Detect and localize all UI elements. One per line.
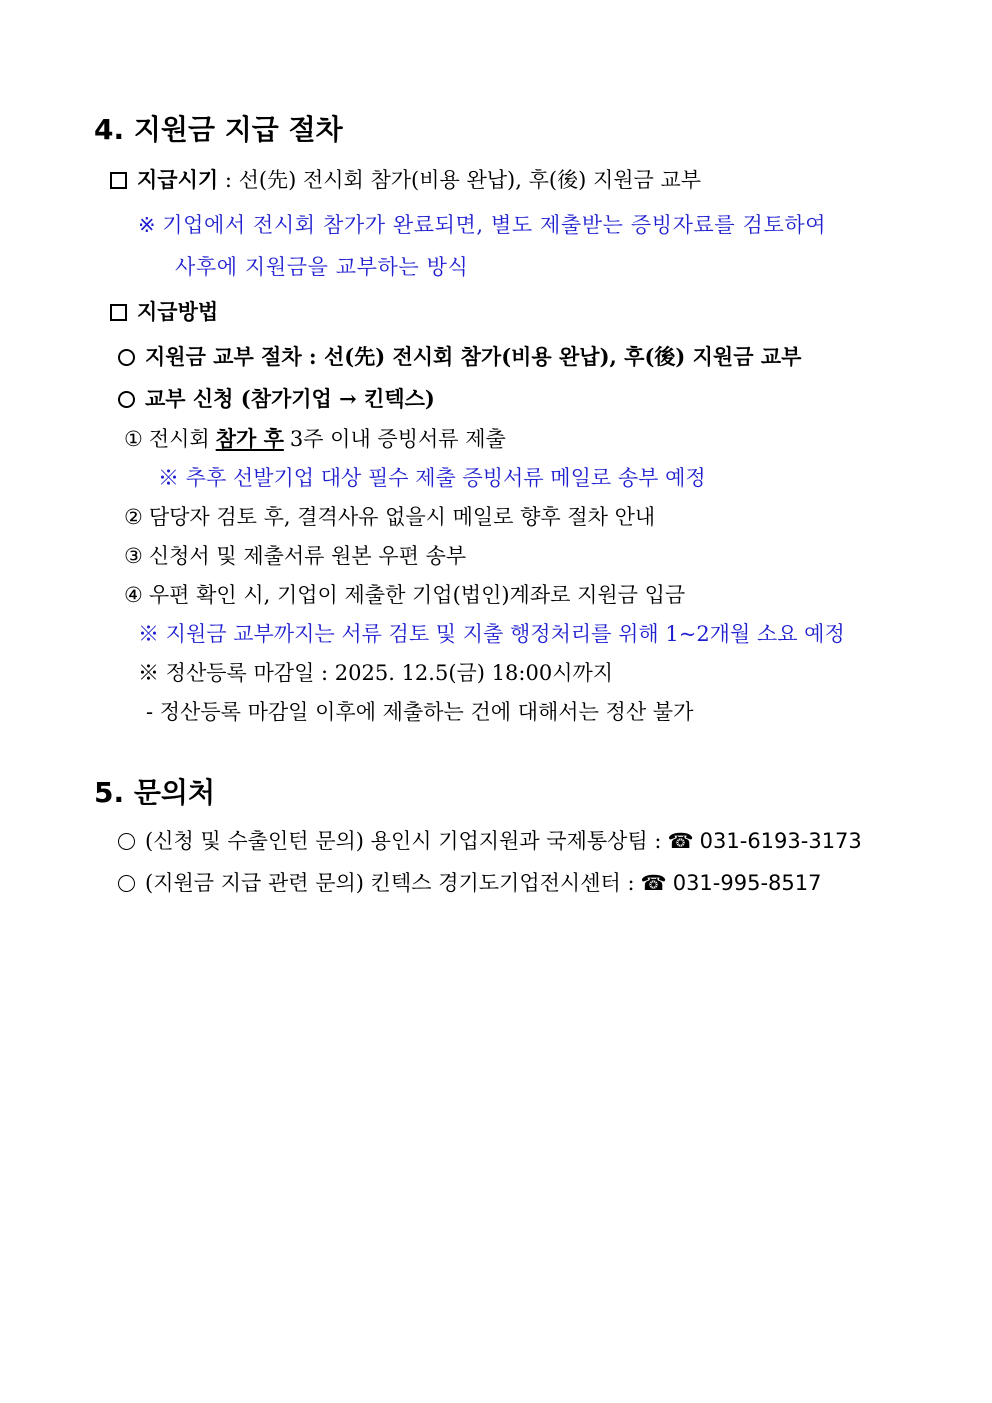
procedure-text: 지원금 교부 절차 : 선(先) 전시회 참가(비용 완납), 후(後) 지원금 교부: [145, 344, 802, 369]
circle-bullet-icon: [118, 875, 135, 892]
step-text: 신청서 및 제출서류 원본 우편 송부: [148, 544, 467, 568]
note-deadline: ※ 정산등록 마감일 : 2025. 12.5(금) 18:00시까지: [138, 661, 614, 685]
step-text-post: 3주 이내 증빙서류 제출: [289, 427, 506, 451]
circle-bullet-icon: [118, 391, 135, 408]
timing-note-line1: [138, 211, 826, 239]
step-text: 우편 확인 시, 기업이 제출한 기업(법인)계좌로 지원금 입금: [148, 583, 686, 607]
application-text: 교부 신청 (참가기업 → 킨텍스): [145, 386, 435, 411]
step-number: ②: [124, 505, 143, 529]
checkbox-icon: [110, 304, 127, 321]
timing-row: [110, 166, 701, 194]
step-3: [124, 542, 466, 570]
circle-bullet-icon: [118, 833, 135, 850]
timing-text: 선(先) 전시회 참가(비용 완납), 후(後) 지원금 교부: [238, 168, 702, 192]
section4-title: 4. 지원금 지급 절차: [94, 113, 343, 146]
application-row: [118, 385, 435, 413]
contact-text: (지원금 지급 관련 문의) 킨텍스 경기도기업전시센터 :: [145, 871, 635, 895]
timing-note-text1: 기업에서 전시회 참가가 완료되면, 별도 제출받는 증빙자료를 검토하여: [162, 213, 827, 237]
method-label: 지급방법: [137, 299, 219, 324]
step1-note: ※ 추후 선발기업 대상 필수 제출 증빙서류 메일로 송부 예정: [158, 466, 706, 490]
method-row: [110, 298, 218, 326]
timing-separator: :: [218, 168, 239, 192]
step-1: [124, 425, 506, 453]
step-number: ④: [124, 583, 143, 607]
procedure-row: [118, 343, 801, 371]
circle-bullet-icon: [118, 349, 135, 366]
contact-row-1: [118, 827, 862, 855]
note-deadline-sub: - 정산등록 마감일 이후에 제출하는 건에 대해서는 정산 불가: [146, 700, 694, 724]
contact-phone: 031-995-8517: [672, 871, 822, 895]
timing-label: 지급시기: [137, 167, 219, 192]
reference-mark-icon: ※: [138, 213, 157, 237]
step-text-emphasis: 참가 후: [215, 426, 284, 451]
step-2: [124, 503, 655, 531]
checkbox-icon: [110, 172, 127, 189]
step-4: [124, 581, 685, 609]
contact-row-2: [118, 869, 821, 897]
note-period: ※ 지원금 교부까지는 서류 검토 및 지출 행정처리를 위해 1~2개월 소요 예정: [138, 622, 845, 646]
contact-text: (신청 및 수출인턴 문의) 용인시 기업지원과 국제통상팀 :: [145, 829, 662, 853]
timing-note-line2: 사후에 지원금을 교부하는 방식: [175, 255, 469, 279]
phone-icon: ☎: [640, 871, 667, 895]
contact-phone: 031-6193-3173: [699, 829, 862, 853]
step-text-pre: 전시회: [148, 427, 210, 451]
phone-icon: ☎: [667, 829, 694, 853]
section5-title: 5. 문의처: [94, 776, 216, 809]
step-number: ①: [124, 427, 143, 451]
step-number: ③: [124, 544, 143, 568]
step-text: 담당자 검토 후, 결격사유 없을시 메일로 향후 절차 안내: [148, 505, 656, 529]
